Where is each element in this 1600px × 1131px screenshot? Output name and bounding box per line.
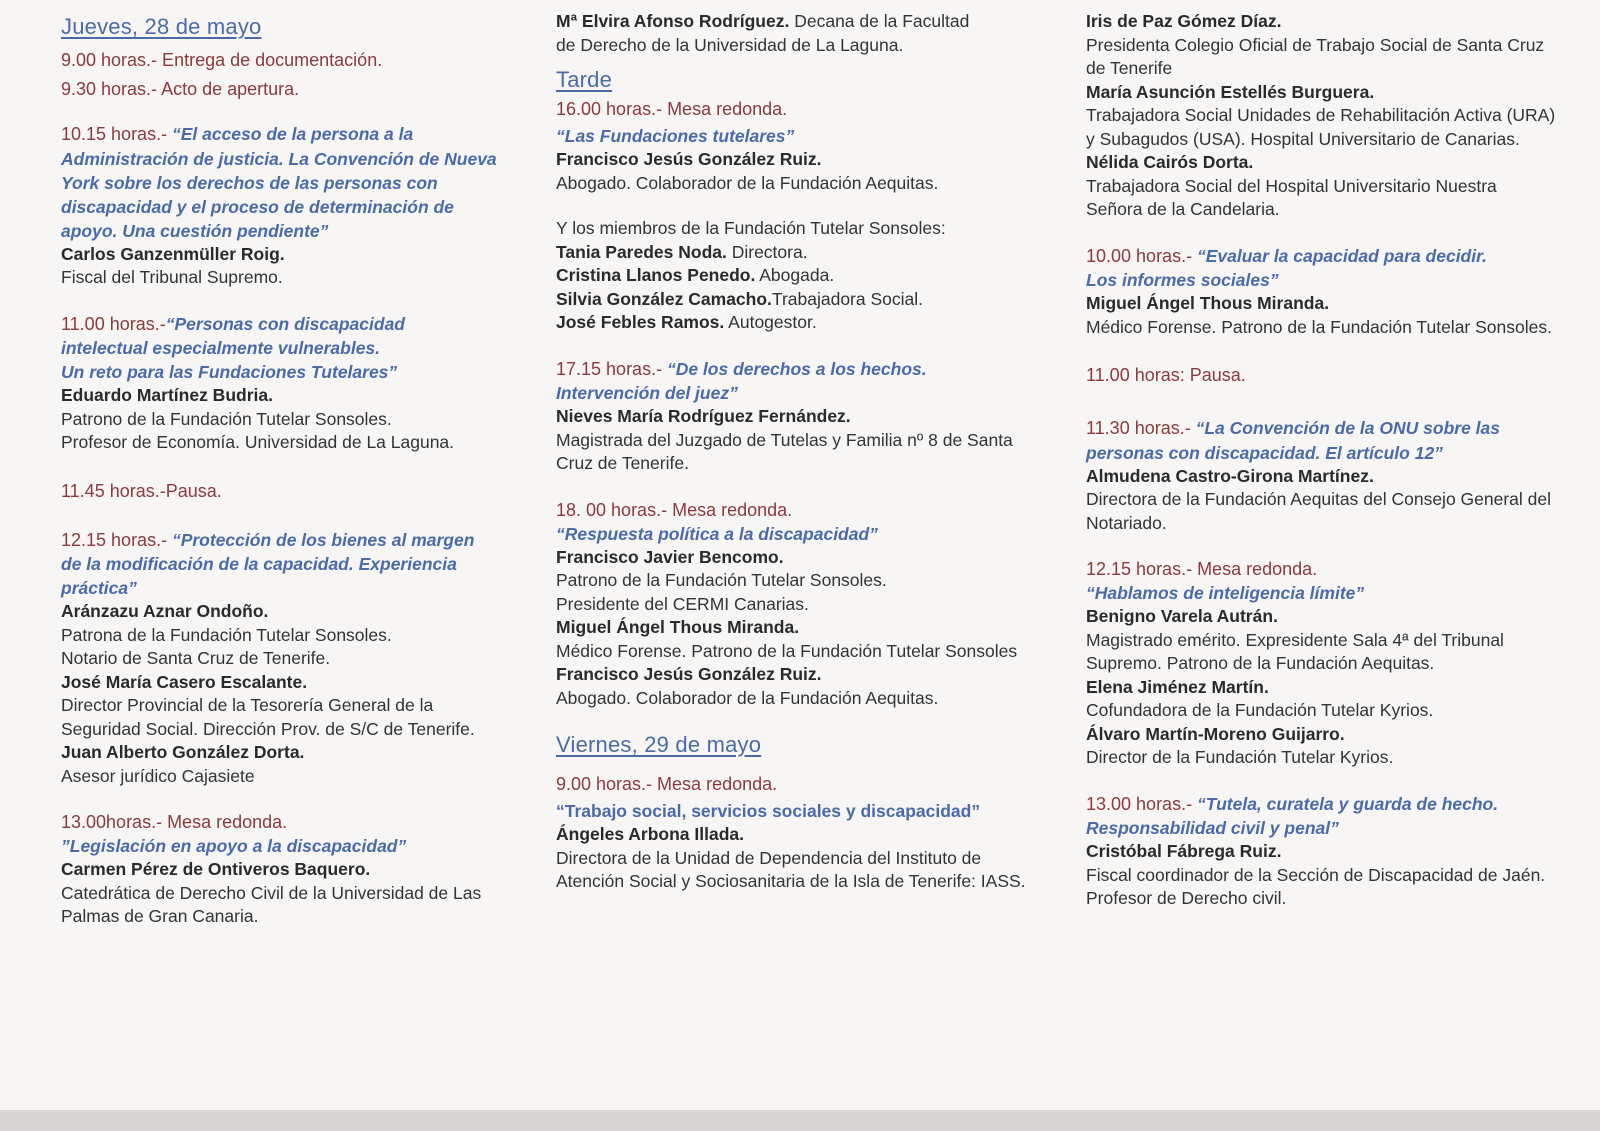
speaker-role: Trabajadora Social del Hospital Universitario Nuestra [1086,175,1497,196]
speaker-role: Asesor jurídico Cajasiete [61,765,255,786]
speaker-name: Francisco Jesús González Ruiz. [556,664,822,684]
session-title: apoyo. Una cuestión pendiente” [61,220,329,241]
member-role: Abogada. [755,265,835,285]
session-title: “Hablamos de inteligencia límite” [1086,583,1365,603]
session-title: “Protección de los bienes al margen [171,529,475,550]
session-title: Intervención del juez” [556,383,738,403]
column-friday [1086,10,1586,933]
speaker-name: Francisco Jesús González Ruiz. [556,149,822,169]
speaker-name: Iris de Paz Gómez Díaz. [1086,11,1282,31]
session-title: personas con discapacidad. El artículo 12” [1086,442,1443,463]
speaker-role: Cruz de Tenerife. [556,453,689,473]
speaker-role: Supremo. Patrono de la Fundación Aequitas. [1086,653,1435,673]
speaker-name: Francisco Javier Bencomo. [556,546,784,567]
member-name: José Febles Ramos. [556,312,725,332]
session-title: ”Legislación en apoyo a la discapacidad” [61,836,407,856]
session-time: 13.00horas.- Mesa redonda. [61,812,288,832]
panel-members [1086,10,1586,222]
speaker-role: Presidente del CERMI Canarias. [556,593,809,614]
opening-speaker [556,10,1036,57]
session-title: práctica” [61,578,137,598]
speaker-role: Fiscal del Tribunal Supremo. [61,267,283,287]
members-intro: Y los miembros de la Fundación Tutelar Sonsoles: [556,218,946,238]
speaker-role: Directora de la Fundación Aequitas del Consejo General del [1086,489,1552,509]
session-time: 11.00 horas.- [61,313,166,334]
session-1300 [61,810,531,929]
speaker-role: Abogado. Colaborador de la Fundación Aequitas. [556,172,939,193]
pause-1145: 11.45 horas.-Pausa. [61,480,222,501]
speaker-role: Profesor de Economía. Universidad de La Laguna. [61,432,455,452]
session-friday-1130 [1086,416,1586,535]
session-time: 9.00 horas.- Mesa redonda. [556,774,778,794]
session-title: “Respuesta política a la discapacidad” [556,523,878,544]
speaker-role: Médico Forense. Patrono de la Fundación Tutelar Sonsoles. [1086,316,1552,337]
speaker-role: Médico Forense. Patrono de la Fundación Tutelar Sonsoles [556,640,1018,661]
session-time: 12.15 horas.- [61,529,168,550]
speaker-name: Álvaro Martín-Moreno Guijarro. [1086,723,1345,744]
schedule-item-documentation: 9.00 horas.- Entrega de documentación. [61,50,383,70]
speaker-name: Miguel Ángel Thous Miranda. [1086,293,1330,313]
speaker-role: Director de la Fundación Tutelar Kyrios. [1086,747,1394,767]
speaker-role: Atención Social y Sociosanitaria de la Isla de Tenerife: IASS. [556,871,1026,891]
scan-bottom-edge [0,1110,1600,1131]
day-heading-friday: Viernes, 29 de mayo [556,732,762,757]
speaker-role: y Subagudos (USA). Hospital Universitario de Canarias. [1086,128,1520,149]
speaker-role: de Derecho de la Universidad de La Laguna. [556,34,904,55]
speaker-name: Aránzazu Aznar Ondoño. [61,601,269,621]
session-time: 18. 00 horas.- Mesa redonda. [556,499,793,520]
session-title: discapacidad y el proceso de determinación de [61,196,454,217]
session-time: 10.00 horas.- [1086,245,1193,266]
session-time: 16.00 horas.- Mesa redonda. [556,99,788,119]
speaker-role: Patrona de la Fundación Tutelar Sonsoles. [61,624,392,645]
speaker-name: Carmen Pérez de Ontiveros Baquero. [61,859,371,879]
member-role: Trabajadora Social. [771,288,924,309]
speaker-name: Juan Alberto González Dorta. [61,742,305,762]
speaker-name: Carlos Ganzenmüller Roig. [61,243,285,264]
speaker-role: Seguridad Social. Dirección Prov. de S/C de Tenerife. [61,718,475,739]
session-friday-1300 [1086,792,1586,911]
session-title: Un reto para las Fundaciones Tutelares” [61,362,398,382]
member-name: Silvia González Camacho. [556,288,772,309]
speaker-role: Catedrática de Derecho Civil de la Universidad de Las [61,882,482,903]
speaker-name: Eduardo Martínez Budria. [61,385,273,405]
speaker-name: Nélida Cairós Dorta. [1086,152,1254,172]
speaker-name: Nieves María Rodríguez Fernández. [556,406,851,426]
session-1600 [556,95,1036,195]
session-title: de la modificación de la capacidad. Experiencia [61,554,457,574]
session-title: “Trabajo social, servicios sociales y discapacidad” [556,801,981,821]
foundation-members [556,217,1036,335]
column-thursday-morning [61,10,531,951]
speaker-role: Cofundadora de la Fundación Tutelar Kyrios. [1086,700,1434,720]
session-time: 11.30 horas.- [1086,418,1191,438]
session-title: Los informes sociales” [1086,270,1279,290]
speaker-name: Cristóbal Fábrega Ruiz. [1086,841,1282,861]
session-1215 [61,528,531,789]
session-friday-1215 [1086,557,1586,770]
speaker-role: Señora de la Candelaria. [1086,199,1280,219]
pause-1100: 11.00 horas: Pausa. [1086,365,1246,385]
speaker-role: Patrono de la Fundación Tutelar Sonsoles. [61,408,392,429]
session-title: “Tutela, curatela y guarda de hecho. [1196,793,1499,814]
speaker-role: Patrono de la Fundación Tutelar Sonsoles. [556,570,887,590]
day-heading-thursday: Jueves, 28 de mayo [61,14,262,39]
speaker-name: José María Casero Escalante. [61,671,308,692]
speaker-name: Ángeles Arbona Illada. [556,824,745,844]
session-title: “Evaluar la capacidad para decidir. [1196,245,1487,266]
session-title: Administración de justicia. La Convención de Nueva [61,148,497,169]
session-1015 [61,122,531,290]
session-time: 17.15 horas.- [556,358,663,379]
speaker-role: Profesor de Derecho civil. [1086,888,1287,908]
session-title: “De los derechos a los hechos. [666,358,927,379]
speaker-role: Presidenta Colegio Oficial de Trabajo Social de Santa Cruz [1086,34,1545,55]
speaker-role: Notariado. [1086,512,1167,533]
speaker-role: Directora de la Unidad de Dependencia del Instituto de [556,847,982,868]
session-title: York sobre los derechos de las personas con [61,172,438,193]
session-time: 10.15 horas.- [61,124,168,144]
column-thursday-afternoon [556,10,1036,916]
speaker-role: Palmas de Gran Canaria. [61,906,259,926]
speaker-name: María Asunción Estellés Burguera. [1086,81,1375,102]
member-name: Tania Paredes Noda. [556,241,727,262]
speaker-name: Almudena Castro-Girona Martínez. [1086,465,1374,486]
speaker-role: Trabajadora Social Unidades de Rehabilitación Activa (URA) [1086,105,1556,125]
speaker-role: Decana de la Facultad [789,11,970,31]
session-title: intelectual especialmente vulnerables. [61,338,381,358]
speaker-role: Magistrado emérito. Expresidente Sala 4ª del Tribunal [1086,629,1504,650]
speaker-role: Magistrada del Juzgado de Tutelas y Familia nº 8 de Santa [556,429,1013,450]
speaker-name: Mª Elvira Afonso Rodríguez. [556,11,790,31]
session-friday-0900 [556,770,1036,894]
session-time: 13.00 horas.- [1086,793,1193,814]
speaker-name: Benigno Varela Autrán. [1086,606,1278,626]
schedule-item-opening: 9.30 horas.- Acto de apertura. [61,79,300,99]
session-1715 [556,357,1036,476]
member-name: Cristina Llanos Penedo. [556,265,756,285]
member-role: Directora. [726,241,808,262]
speaker-role: Abogado. Colaborador de la Fundación Aequitas. [556,687,939,708]
speaker-role: Director Provincial de la Tesorería General de la [61,695,434,715]
session-time: 12.15 horas.- Mesa redonda. [1086,559,1318,579]
session-title: “Las Fundaciones tutelares” [556,126,795,146]
session-1100 [61,312,531,455]
member-role: Autogestor. [724,312,817,332]
speaker-name: Elena Jiménez Martín. [1086,676,1269,697]
section-heading-afternoon: Tarde [556,67,613,92]
session-1800 [556,498,1036,711]
session-title: “Personas con discapacidad [165,313,405,334]
session-title: Responsabilidad civil y penal” [1086,818,1339,838]
session-title: “La Convención de la ONU sobre las [1195,418,1500,438]
speaker-role: Fiscal coordinador de la Sección de Discapacidad de Jaén. [1086,864,1546,885]
speaker-role: Notario de Santa Cruz de Tenerife. [61,648,331,668]
session-friday-1000 [1086,244,1586,340]
session-title: “El acceso de la persona a la [171,124,414,144]
speaker-name: Miguel Ángel Thous Miranda. [556,617,800,637]
speaker-role: de Tenerife [1086,58,1173,78]
